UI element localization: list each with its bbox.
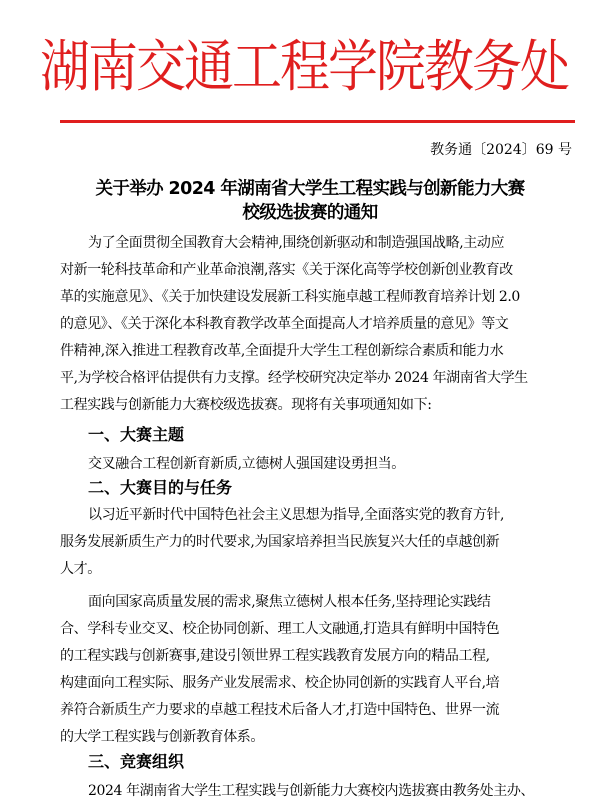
header-rule (60, 120, 575, 123)
section-1-line: 交叉融合工程创新育新质,立德树人强国建设勇担当。 (88, 456, 405, 472)
intro-line: 件精神,深入推进工程教育改革,全面提升大学生工程创新综合素质和能力水 (60, 343, 504, 359)
section-2-line: 以习近平新时代中国特色社会主义思想为指导,全面落实党的教育方针, (88, 507, 505, 523)
section-3-paragraph (60, 778, 580, 805)
section-2-heading: 二、大赛目的与任务 (88, 478, 233, 497)
section-2-paragraph-1 (60, 502, 580, 583)
section-1-heading: 一、大赛主题 (88, 425, 185, 444)
intro-line: 的意见》、《关于深化本科教育教学改革全面提高人才培养质量的意见》等文 (60, 316, 509, 332)
intro-line: 为了全面贯彻全国教育大会精神,围绕创新驱动和制造强国战略,主动应 (88, 235, 505, 251)
section-2-line: 面向国家高质量发展的需求,聚焦立德树人根本任务,坚持理论实践结 (88, 594, 491, 610)
section-2-line: 合、学科专业交叉、校企协同创新、理工人文融通,打造具有鲜明中国特色 (60, 621, 500, 637)
section-2-line: 构建面向工程实际、服务产业发展需求、校企协同创新的实践育人平台,培 (60, 675, 500, 691)
section-2-line: 的大学工程实践与创新教育体系。 (60, 729, 264, 745)
document-number: 教务通〔2024〕69 号 (430, 142, 572, 158)
section-1-paragraph (60, 451, 580, 478)
intro-line: 平,为学校合格评估提供有力支撑。经学校研究决定举办 2024 年湖南省大学生 (60, 370, 528, 386)
notice-title-line-2: 校级选拔赛的通知 (242, 203, 378, 223)
intro-line: 对新一轮科技革命和产业革命浪潮,落实《关于深化高等学校创新创业教育改 (60, 262, 513, 278)
org-title: 湖南交通工程学院教务处 (40, 34, 568, 100)
section-3-heading: 三、竞赛组织 (88, 752, 185, 771)
section-3-line: 2024 年湖南省大学生工程实践与创新能力大赛校内选拔赛由教务处主办、 (88, 783, 535, 799)
section-2-line: 人才。 (60, 561, 101, 577)
notice-title-line-1: 关于举办 2024 年湖南省大学生工程实践与创新能力大赛 (95, 179, 525, 199)
section-2-line: 的工程实践与创新赛事,建设引领世界工程实践教育发展方向的精品工程, (60, 648, 490, 664)
section-2-paragraph-2 (60, 589, 580, 751)
intro-line: 工程实践与创新能力大赛校级选拔赛。现将有关事项通知如下: (60, 397, 432, 413)
intro-line: 革的实施意见》、《关于加快建设发展新工科实施卓越工程师教育培养计划 2.0 (60, 289, 520, 305)
intro-paragraph (60, 230, 580, 419)
section-2-line: 服务发展新质生产力的时代要求,为国家培养担当民族复兴大任的卓越创新 (60, 534, 500, 550)
section-2-line: 养符合新质生产力要求的卓越工程技术后备人才,打造中国特色、世界一流 (60, 702, 500, 718)
